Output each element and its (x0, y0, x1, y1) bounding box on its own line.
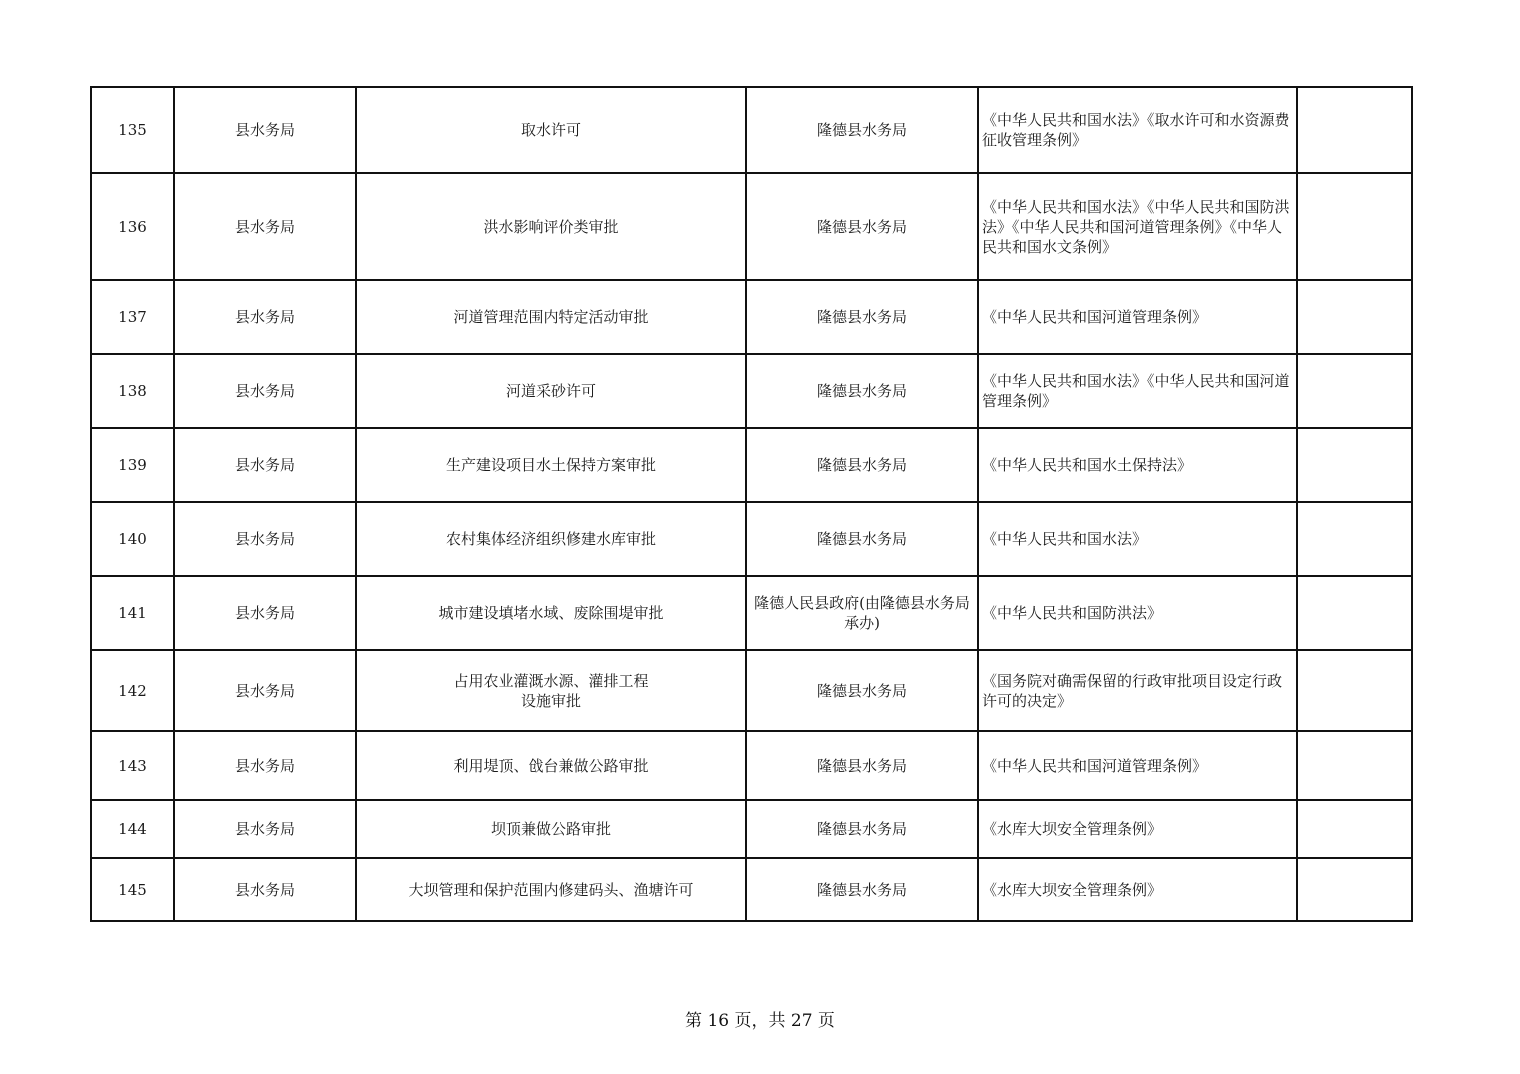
row-number: 137 (91, 280, 174, 354)
implementing-body-cell: 隆德县水务局 (746, 731, 978, 800)
row-number: 136 (91, 173, 174, 280)
remark-cell (1297, 650, 1412, 731)
row-number: 143 (91, 731, 174, 800)
implementing-body-cell: 隆德县水务局 (746, 87, 978, 173)
item-name-cell: 城市建设填堵水域、废除围堤审批 (356, 576, 746, 650)
legal-basis-cell: 《中华人民共和国防洪法》 (978, 576, 1297, 650)
remark-cell (1297, 428, 1412, 502)
implementing-body-cell: 隆德县水务局 (746, 858, 978, 921)
item-name-cell: 农村集体经济组织修建水库审批 (356, 502, 746, 576)
table-row (91, 173, 1412, 280)
implementing-body-cell: 隆德县水务局 (746, 354, 978, 428)
department-cell: 县水务局 (174, 650, 356, 731)
table-row (91, 502, 1412, 576)
remark-cell (1297, 173, 1412, 280)
table-row (91, 650, 1412, 731)
legal-basis-cell: 《中华人民共和国河道管理条例》 (978, 731, 1297, 800)
remark-cell (1297, 354, 1412, 428)
row-number: 138 (91, 354, 174, 428)
item-name-cell: 洪水影响评价类审批 (356, 173, 746, 280)
item-name-cell: 取水许可 (356, 87, 746, 173)
item-name-cell: 河道采砂许可 (356, 354, 746, 428)
remark-cell (1297, 858, 1412, 921)
page-number-footer: 第 16 页，共 27 页 (685, 1011, 835, 1031)
remark-cell (1297, 731, 1412, 800)
legal-basis-cell: 《中华人民共和国水法》 (978, 502, 1297, 576)
remark-cell (1297, 87, 1412, 173)
row-number: 144 (91, 800, 174, 858)
department-cell: 县水务局 (174, 858, 356, 921)
department-cell: 县水务局 (174, 173, 356, 280)
item-name-text: 河道管理范围内特定活动审批 (453, 308, 649, 326)
table-row (91, 576, 1412, 650)
department-cell: 县水务局 (174, 354, 356, 428)
legal-basis-cell: 《中华人民共和国水法》《取水许可和水资源费征收管理条例》 (978, 87, 1297, 173)
legal-basis-cell: 《水库大坝安全管理条例》 (978, 858, 1297, 921)
implementing-body-cell: 隆德县水务局 (746, 502, 978, 576)
table-row (91, 858, 1412, 921)
department-cell: 县水务局 (174, 731, 356, 800)
table-row (91, 428, 1412, 502)
legal-basis-cell: 《水库大坝安全管理条例》 (978, 800, 1297, 858)
legal-basis-cell: 《中华人民共和国河道管理条例》 (978, 280, 1297, 354)
department-cell: 县水务局 (174, 280, 356, 354)
implementing-body-cell: 隆德县水务局 (746, 800, 978, 858)
implementing-body-cell: 隆德县水务局 (746, 280, 978, 354)
remark-cell (1297, 502, 1412, 576)
department-cell: 县水务局 (174, 576, 356, 650)
implementing-body-cell: 隆德县水务局 (746, 173, 978, 280)
row-number: 141 (91, 576, 174, 650)
table-row (91, 354, 1412, 428)
legal-basis-cell: 《国务院对确需保留的行政审批项目设定行政许可的决定》 (978, 650, 1297, 731)
item-name-cell: 利用堤顶、戗台兼做公路审批 (356, 731, 746, 800)
item-name-cell: 大坝管理和保护范围内修建码头、渔塘许可 (356, 858, 746, 921)
legal-basis-cell: 《中华人民共和国水法》《中华人民共和国河道管理条例》 (978, 354, 1297, 428)
row-number: 140 (91, 502, 174, 576)
department-cell: 县水务局 (174, 87, 356, 173)
table-row (91, 87, 1412, 173)
table-row (91, 800, 1412, 858)
item-name-text: 占用农业灌溉水源、灌排工程设施审批 (453, 671, 649, 710)
department-cell: 县水务局 (174, 800, 356, 858)
item-name-cell (356, 650, 746, 731)
row-number: 139 (91, 428, 174, 502)
remark-cell (1297, 576, 1412, 650)
row-number: 145 (91, 858, 174, 921)
implementing-body-cell: 隆德县水务局 (746, 428, 978, 502)
row-number: 135 (91, 87, 174, 173)
department-cell: 县水务局 (174, 502, 356, 576)
item-name-cell (356, 280, 746, 354)
table-row (91, 280, 1412, 354)
item-name-cell: 生产建设项目水土保持方案审批 (356, 428, 746, 502)
department-cell: 县水务局 (174, 428, 356, 502)
legal-basis-cell: 《中华人民共和国水法》《中华人民共和国防洪法》《中华人民共和国河道管理条例》《中华人民共和国水文条例》 (978, 173, 1297, 280)
remark-cell (1297, 800, 1412, 858)
table-row (91, 731, 1412, 800)
legal-basis-cell: 《中华人民共和国水土保持法》 (978, 428, 1297, 502)
implementing-body-cell: 隆德人民县政府(由隆德县水务局承办) (746, 576, 978, 650)
permit-table (90, 86, 1413, 922)
row-number: 142 (91, 650, 174, 731)
item-name-cell: 坝顶兼做公路审批 (356, 800, 746, 858)
implementing-body-cell: 隆德县水务局 (746, 650, 978, 731)
remark-cell (1297, 280, 1412, 354)
